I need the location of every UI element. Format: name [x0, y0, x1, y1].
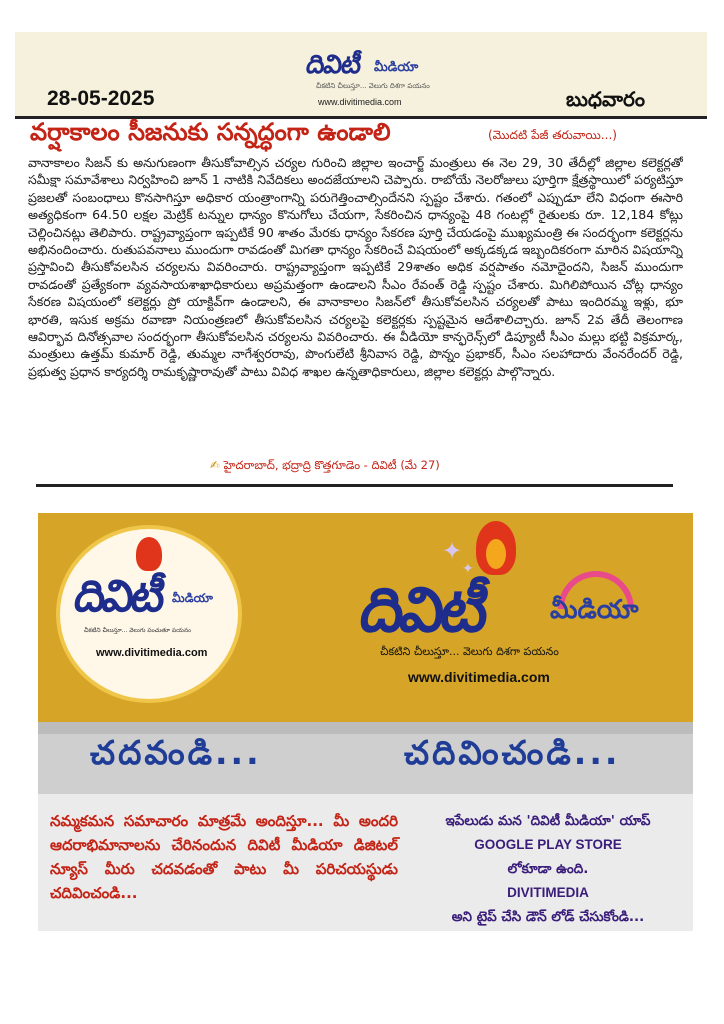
masthead-website[interactable]: www.divitimedia.com — [318, 97, 402, 107]
logo-url-large: www.divitimedia.com — [408, 669, 550, 685]
badge-wordmark-media: మీడియా — [172, 591, 213, 605]
logo-wordmark-large: దివిటీ — [355, 573, 490, 646]
app-line-3: లోకూడా ఉంది. — [507, 861, 589, 877]
issue-date: 28-05-2025 — [47, 87, 155, 110]
badge-tagline: చీకటిని చీలుస్తూ... వెలుగు పంచుతూ పయనం — [84, 627, 192, 634]
byline-text: హైదరాబాద్, భద్రాద్రి కొత్తగూడెం - దివిటీ (మే 27) — [223, 458, 440, 472]
ad-circular-badge — [60, 529, 238, 699]
app-line-5: అని టైప్ చేసి డౌన్ లోడ్ చేసుకోండి... — [451, 909, 645, 925]
badge-url: www.divitimedia.com — [96, 647, 208, 659]
article-body: వానాకాలం సిజన్ కు అనుగుణంగా తీసుకోవాల్సిన చర్యల గురించి జిల్లాల ఇంచార్జ్ మంత్రులు ఈ నెల 29, 30 తేదీల్లో జిల్లాల కలెక్టర్లతో సమీక్షా సమావేశాలు నిర్వహించి జూన్ 1 నాటికి నివేదికలు అందజేయాలని చెప్పారు. రాబోయే నెలరోజులు పూర్తిగా క్షేత్రస్థాయిలో పర్యటిస్తూ ప్రజలతో సంబంధాలు కొనసాగిస్తూ అధికార యంత్రాంగాన్ని పరుగెత్తించాల్సిందేనని స్పష్టం చేశారు. గతంలో ఎప్పుడూ లేని విధంగా ఈసారి అత్యధికంగా 64.50 లక్షల మెట్రిక్ టన్నుల ధాన్యం కొనుగోలు చేయగా, సేకరించిన ధాన్యంపై 48 గంటల్లో రైతులకు రూ. 12,184 కోట్లు చెల్లించినట్లు తెలిపారు. రాష్ట్రవ్యాప్తంగా ఇప్పటికే 90 శాతం మేరకు ధాన్యం సేకరణ పూర్తి చేయడంపై ముఖ్యమంత్రి ఈ సందర్భంగా కలెక్టర్లను అభినందించారు. రుతుపవనాలు ముందుగా రావడంతో మిగతా ధాన్యం సేకరించే విషయంలో అక్కడక్కడ ఇబ్బందికరంగా మారిన విషయాన్ని ప్రస్తావించి తీసుకోవలసిన చర్యలను వివరించారు. రాష్ట్రవ్యాప్తంగా ఇప్పటికే 29శాతం అధిక వర్షపాతం నమోదైందని, సిజన్ ముందుగా రావడంతో ప్రత్యేకంగా వ్యవసాయశాఖాధికారులు అప్రమత్తంగా ఉండాలని సీఎం రేవంత్ రెడ్డి స్పష్టం చేశారు. మిగిలిపోయిన చోట్ల ధాన్యం సేకరణ విషయంలో కలెక్టర్లు ప్రో యాక్టివ్‌గా ఉండాలని, ఈ వానాకాలం సిజన్‌లో తీసుకోవలసిన చర్యలతో పాటు ఇందిరమ్మ ఇళ్లు, భూ భారతి, ఇసుక అక్రమ రవాణా నియంత్రణలో తీసుకోవలసిన చర్యలపై కలెక్టర్లకు స్పష్టమైన ఆదేశాలిచ్చారు. జూన్ 2వ తేదీ తెలంగాణ ఆవిర్భావ దినోత్సవాల సందర్భంగా తీసుకోవలసిన చర్యలను వివరించారు. ఈ వీడియో కాన్ఫరెన్స్‌లో డిప్యూటీ సీఎం మల్లు భట్టి విక్రమార్క, మంత్రులు ఉత్తమ్ కుమార్ రెడ్డి, తుమ్మల నాగేశ్వరరావు, పొంగులేటి శ్రీనివాస రెడ్డి, పొన్నం ప్రభాకర్, సీఎం సలహాదారు వేంనరేందర్ రెడ్డి, ప్రభుత్వ ప్రధాన కార్యదర్శి రామకృష్ణారావుతో పాటు వివిధ శాఖల ఉన్నతాధికారులు, జిల్లాల కలెక్టర్లు పాల్గొన్నారు. — [28, 155, 683, 379]
logo-tagline: చీకటిని చీలుస్తూ... వెలుగు దిశగా పయనం — [316, 82, 430, 90]
pen-icon: ✍ — [210, 458, 220, 472]
masthead-logo[interactable] — [292, 38, 432, 96]
sparkle-icon: ✦ — [442, 537, 463, 565]
article-headline: వర్షాకాలం సీజనుకు సన్నద్ధంగా ఉండాలి — [30, 118, 391, 146]
logo-wordmark-media: మీడియా — [374, 60, 419, 75]
torch-flame-icon — [136, 537, 162, 571]
torch-flame-inner-icon — [486, 539, 506, 569]
divitimedia-advertisement[interactable] — [38, 513, 693, 931]
promo-message: నమ్మకమన సమాచారం మాత్రమే అందిస్తూ... మీ అందరి ఆదరాభిమానాలను చేరినందున దివిటీ మీడియా డిజిటల్ న్యూస్ మీరు చదవడంతో పాటు మీ పరిచయస్థుడు చదివించండి... — [50, 812, 398, 902]
call-share: చదివించండి... — [404, 733, 621, 772]
app-store-name: GOOGLE PLAY STORE — [474, 837, 622, 852]
article-byline — [210, 458, 440, 475]
issue-weekday: బుధవారం — [566, 87, 645, 111]
logo-wordmark: దివిటీ — [304, 50, 363, 80]
app-search-term: DIVITIMEDIA — [507, 885, 589, 900]
call-read: చదవండి... — [90, 733, 262, 772]
sparkle-icon: ✦ — [462, 561, 474, 577]
continuation-note: (మొదటి పేజీ తరువాయి...) — [488, 128, 617, 142]
logo-tagline-large: చీకటిని చీలుస్తూ... వెలుగు దిశగా పయనం — [380, 645, 559, 658]
app-download-info — [408, 809, 688, 929]
app-line-1: ఇపేలుడు మన 'దివిటీ మీడియా' యాప్ — [445, 813, 651, 829]
badge-wordmark: దివిటీ — [71, 571, 166, 622]
ad-main-logo — [350, 521, 680, 691]
logo-wordmark-media-large: మీడియా — [550, 595, 639, 625]
section-divider — [36, 484, 673, 487]
